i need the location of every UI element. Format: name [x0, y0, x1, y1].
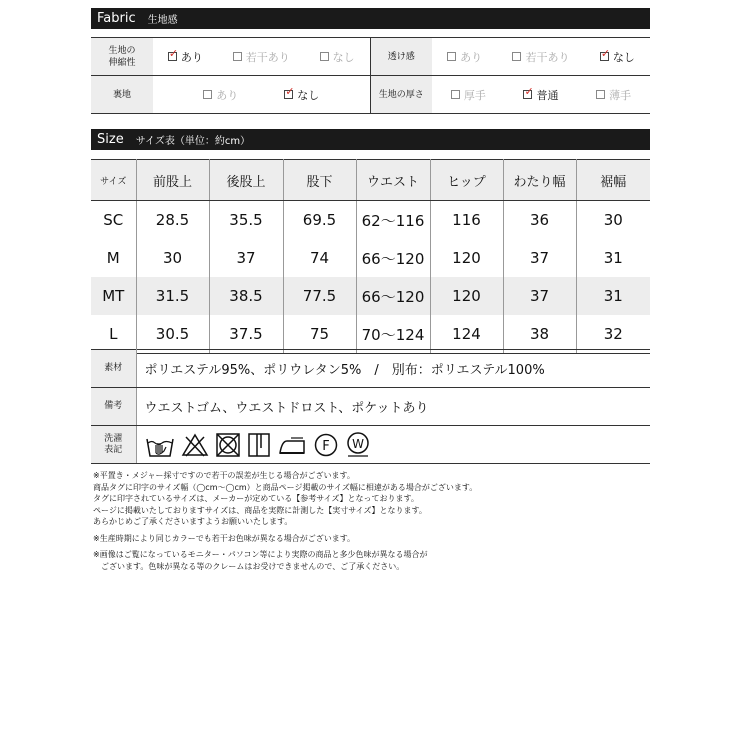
size-cell: L — [91, 315, 136, 354]
value-cell: 120 — [430, 277, 503, 315]
size-subtitle: サイズ表（単位：約cm） — [135, 136, 251, 147]
value-cell: 38.5 — [209, 277, 283, 315]
value-cell: 38 — [503, 315, 576, 354]
value-cell: 31 — [576, 277, 650, 315]
col-header-waist: ウエスト — [356, 160, 430, 201]
thickness-option-thick: 厚手 — [451, 87, 486, 103]
fabric-table — [91, 37, 650, 114]
size-table — [91, 159, 650, 354]
checkbox-checked-icon — [284, 90, 293, 99]
note-line: ございます。色味が異なる等のクレームはお受けできませんので、ご了承ください。 — [101, 561, 405, 571]
value-cell: 70〜124 — [356, 315, 430, 354]
fabric-header — [91, 8, 650, 29]
checkbox-icon — [320, 52, 329, 61]
transparency-label: 透け感 — [370, 38, 432, 76]
fabric-row-2 — [91, 76, 650, 114]
value-cell: 116 — [430, 201, 503, 240]
remarks-value: ウエストゴム、ウエストドロスト、ポケットあり — [136, 388, 650, 426]
fabric-row-1 — [91, 38, 650, 76]
value-cell: 31 — [603, 249, 623, 267]
iron-icon — [277, 433, 307, 457]
value-cell: 69.5 — [283, 201, 356, 240]
value-cell: 74 — [283, 239, 356, 277]
hang-dry-icon — [247, 432, 271, 458]
value-cell: 35.5 — [209, 201, 283, 240]
value-cell: 37 — [209, 239, 283, 277]
note-line: ※画像はご覧になっているモニター・パソコン等により実際の商品と多少色味が異なる場合が — [93, 550, 428, 559]
note-line: タグに印字されているサイズは、メーカーが定めている【参考サイズ】となっております。 — [93, 494, 419, 503]
checkbox-checked-icon — [600, 52, 609, 61]
material-value: ポリエステル95%、ポリウレタン5% / 別布：ポリエステル100% — [136, 350, 650, 388]
value-cell: 32 — [576, 315, 650, 354]
table-row — [91, 315, 650, 354]
checkbox-icon — [203, 90, 212, 99]
checkbox-icon — [233, 52, 242, 61]
material-row — [91, 350, 650, 388]
stretch-label-line2: 伸縮性 — [108, 57, 136, 68]
checkbox-checked-icon — [523, 90, 532, 99]
value-cell: 120 — [430, 239, 503, 277]
care-row — [91, 426, 650, 464]
value-cell: 66〜120 — [356, 239, 430, 277]
dry-clean-f-icon — [313, 432, 339, 458]
lining-option-no: ✓ なし — [284, 87, 319, 103]
value-cell: 37 — [503, 277, 576, 315]
note-line: ※生産時期により同じカラーでも若干お色味が異なる場合がございます。 — [93, 533, 356, 543]
transparency-option-yes: あり — [447, 49, 482, 65]
value-cell: 30 — [603, 211, 623, 229]
size-cell: M — [91, 239, 136, 277]
stretch-option-slight: 若干あり — [233, 49, 290, 65]
value-cell: 37 — [503, 239, 576, 277]
value-cell: 31.5 — [136, 277, 209, 315]
size-title: Size — [97, 132, 124, 147]
remarks-row — [91, 388, 650, 426]
value-cell: 30 — [136, 239, 209, 277]
care-label-line2: 表記 — [104, 444, 123, 455]
notes — [93, 470, 653, 572]
col-header-back-rise: 後股上 — [209, 160, 283, 201]
material-table — [91, 349, 650, 464]
value-cell: 124 — [430, 315, 503, 354]
wet-clean-w-label: W — [351, 436, 364, 451]
stretch-options — [153, 38, 370, 76]
size-cell: SC — [91, 201, 136, 240]
stretch-label-line1: 生地の — [108, 45, 136, 56]
care-label — [91, 426, 136, 464]
dry-clean-f-label: F — [321, 438, 330, 454]
col-header-inseam: 股下 — [283, 160, 356, 201]
stretch-option-yes: ✓ あり — [168, 49, 203, 65]
lining-option-yes: あり — [203, 87, 238, 103]
table-row — [91, 239, 650, 277]
checkbox-icon — [447, 52, 456, 61]
thickness-options — [432, 76, 650, 114]
note-line: ページに掲載いたしておりますサイズは、商品を実際に計測した【実寸サイズ】となります。 — [93, 505, 427, 515]
table-row — [91, 277, 650, 315]
thickness-option-normal: ✓ 普通 — [523, 87, 558, 103]
col-header-hip: ヒップ — [430, 160, 503, 201]
value-cell: 75 — [283, 315, 356, 354]
col-header-size: サイズ — [91, 160, 136, 201]
transparency-options — [432, 38, 650, 76]
material-label: 素材 — [91, 350, 136, 388]
no-bleach-icon — [181, 432, 209, 458]
care-label-line1: 洗濯 — [104, 433, 123, 444]
checkbox-checked-icon — [168, 52, 177, 61]
value-cell: 62〜116 — [356, 201, 430, 240]
thickness-label: 生地の厚さ — [370, 76, 432, 114]
value-cell: 66〜120 — [356, 277, 430, 315]
size-cell: MT — [91, 277, 136, 315]
checkbox-icon — [596, 90, 605, 99]
value-cell: 37.5 — [209, 315, 283, 354]
care-icons — [136, 426, 650, 464]
col-header-front-rise: 前股上 — [136, 160, 209, 201]
lining-options — [153, 76, 370, 114]
value-cell: 30.5 — [136, 315, 209, 354]
note-line: ※平置き・メジャー採寸ですので若干の誤差が生じる場合がございます。 — [93, 471, 355, 480]
size-table-header — [91, 160, 650, 201]
value-cell: 28.5 — [136, 201, 209, 240]
transparency-option-slight: 若干あり — [512, 49, 569, 65]
hand-wash-icon — [145, 431, 175, 459]
fabric-title: Fabric — [97, 11, 136, 26]
lining-label: 裏地 — [91, 76, 153, 114]
col-header-hem: 裾幅 — [576, 160, 650, 201]
value-cell: 77.5 — [283, 277, 356, 315]
note-line: あらかじめご了承くださいますようお願いいたします。 — [93, 517, 293, 526]
size-header — [91, 129, 650, 150]
wet-clean-w-icon — [345, 431, 371, 459]
transparency-option-no: ✓ なし — [600, 49, 635, 65]
no-tumble-dry-icon — [215, 432, 241, 458]
remarks-label: 備考 — [91, 388, 136, 426]
stretch-option-no: なし — [320, 49, 355, 65]
col-header-thigh: わたり幅 — [503, 160, 576, 201]
thickness-option-thin: 薄手 — [596, 87, 631, 103]
fabric-subtitle: 生地感 — [147, 15, 178, 26]
table-row — [91, 201, 650, 240]
checkbox-icon — [451, 90, 460, 99]
checkbox-icon — [512, 52, 521, 61]
note-line: 商品タグに印字のサイズ幅（◯cm〜◯cm）と商品ページ掲載のサイズ幅に相違がある場合がございます。 — [93, 482, 478, 492]
value-cell: 36 — [503, 201, 576, 240]
stretch-label — [91, 38, 153, 76]
